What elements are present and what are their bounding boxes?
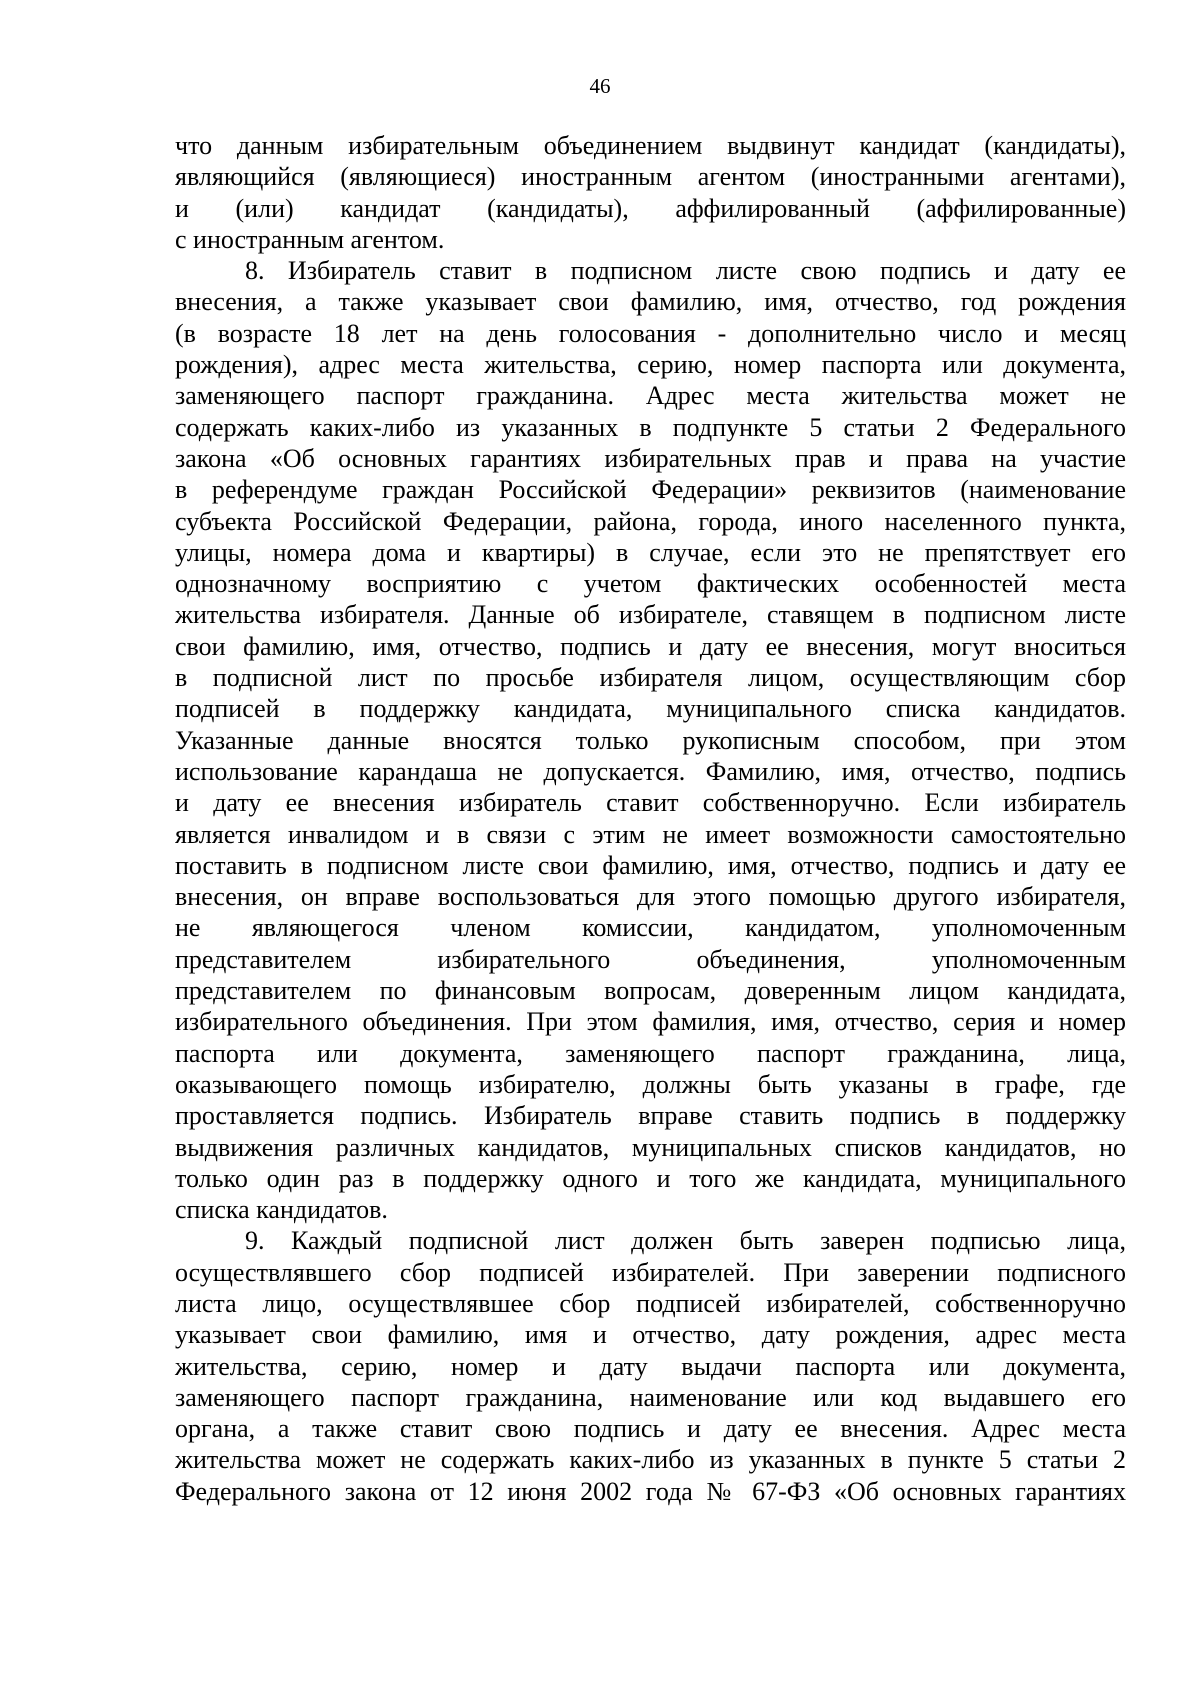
text-line: заменяющего паспорт гражданина, наименование или код выдавшего его — [175, 1382, 1126, 1412]
text-line: с иностранным агентом. — [175, 224, 445, 254]
text-line: однозначному восприятию с учетом фактических особенностей места — [175, 569, 1126, 599]
text-line: жительства избирателя. Данные об избирателе, ставящем в подписном листе — [175, 600, 1126, 630]
text-line: листа лицо, осуществлявшее сбор подписей избирателей, собственноручно — [175, 1288, 1126, 1318]
text-line: списка кандидатов. — [175, 1195, 388, 1225]
text-line: и (или) кандидат (кандидаты), аффилированный (аффилированные) — [175, 193, 1126, 223]
text-line: выдвижения различных кандидатов, муниципальных списков кандидатов, но — [175, 1132, 1126, 1162]
text-line: 9. Каждый подписной лист должен быть заверен подписью лица, — [245, 1226, 1126, 1256]
text-line: жительства может не содержать каких-либо из указанных в пункте 5 статьи 2 — [175, 1445, 1126, 1475]
text-line: рождения), адрес места жительства, серию, номер паспорта или документа, — [175, 350, 1126, 380]
text-line: являющийся (являющиеся) иностранным агентом (иностранными агентами), — [175, 162, 1126, 192]
text-line: заменяющего паспорт гражданина. Адрес места жительства может не — [175, 381, 1126, 411]
text-line: указывает свои фамилию, имя и отчество, дату рождения, адрес места — [175, 1320, 1126, 1350]
text-line: избирательного объединения. При этом фамилия, имя, отчество, серия и номер — [175, 1007, 1126, 1037]
text-line: жительства, серию, номер и дату выдачи паспорта или документа, — [175, 1351, 1126, 1381]
text-line: оказывающего помощь избирателю, должны быть указаны в графе, где — [175, 1069, 1126, 1099]
text-line: не являющегося членом комиссии, кандидатом, уполномоченным — [175, 913, 1126, 943]
text-line: проставляется подпись. Избиратель вправе ставить подпись в поддержку — [175, 1101, 1126, 1131]
text-line: внесения, он вправе воспользоваться для этого помощью другого избирателя, — [175, 882, 1126, 912]
text-line: органа, а также ставит свою подпись и дату ее внесения. Адрес места — [175, 1414, 1126, 1444]
text-line: содержать каких-либо из указанных в подпункте 5 статьи 2 Федерального — [175, 412, 1126, 442]
text-line: в подписной лист по просьбе избирателя лицом, осуществляющим сбор — [175, 663, 1126, 693]
text-line: и дату ее внесения избиратель ставит собственноручно. Если избиратель — [175, 788, 1126, 818]
text-line: что данным избирательным объединением выдвинут кандидат (кандидаты), — [175, 131, 1126, 160]
text-line: улицы, номера дома и квартиры) в случае, если это не препятствует его — [175, 537, 1126, 567]
text-line: Федерального закона от 12 июня 2002 года № 67-ФЗ «Об основных гарантиях — [175, 1476, 1126, 1506]
text-line: поставить в подписном листе свои фамилию, имя, отчество, подпись и дату ее — [175, 850, 1126, 880]
text-line: представителем избирательного объединения, уполномоченным — [175, 944, 1126, 974]
text-line: использование карандаша не допускается. Фамилию, имя, отчество, подпись — [175, 756, 1126, 786]
text-line: только один раз в поддержку одного и того же кандидата, муниципального — [175, 1163, 1126, 1193]
text-line: внесения, а также указывает свои фамилию, имя, отчество, год рождения — [175, 287, 1126, 317]
page-number: 46 — [589, 74, 611, 98]
text-line: 8. Избиратель ставит в подписном листе свою подпись и дату ее — [245, 256, 1126, 286]
text-line: в референдуме граждан Российской Федерации» реквизитов (наименование — [175, 475, 1126, 505]
text-line: (в возрасте 18 лет на день голосования - дополнительно число и месяц — [175, 318, 1126, 348]
text-line: закона «Об основных гарантиях избирательных прав и права на участие — [175, 443, 1126, 473]
text-line: Указанные данные вносятся только рукописным способом, при этом — [175, 725, 1126, 755]
text-line: субъекта Российской Федерации, района, города, иного населенного пункта, — [175, 506, 1126, 536]
text-line: подписей в поддержку кандидата, муниципального списка кандидатов. — [175, 694, 1126, 724]
document-body — [175, 130, 1126, 1507]
text-line: свои фамилию, имя, отчество, подпись и дату ее внесения, могут вноситься — [175, 631, 1126, 661]
text-line: представителем по финансовым вопросам, доверенным лицом кандидата, — [175, 976, 1126, 1006]
text-line: является инвалидом и в связи с этим не имеет возможности самостоятельно — [175, 819, 1126, 849]
text-line: осуществлявшего сбор подписей избирателей. При заверении подписного — [175, 1257, 1126, 1287]
text-line: паспорта или документа, заменяющего паспорт гражданина, лица, — [175, 1038, 1126, 1068]
